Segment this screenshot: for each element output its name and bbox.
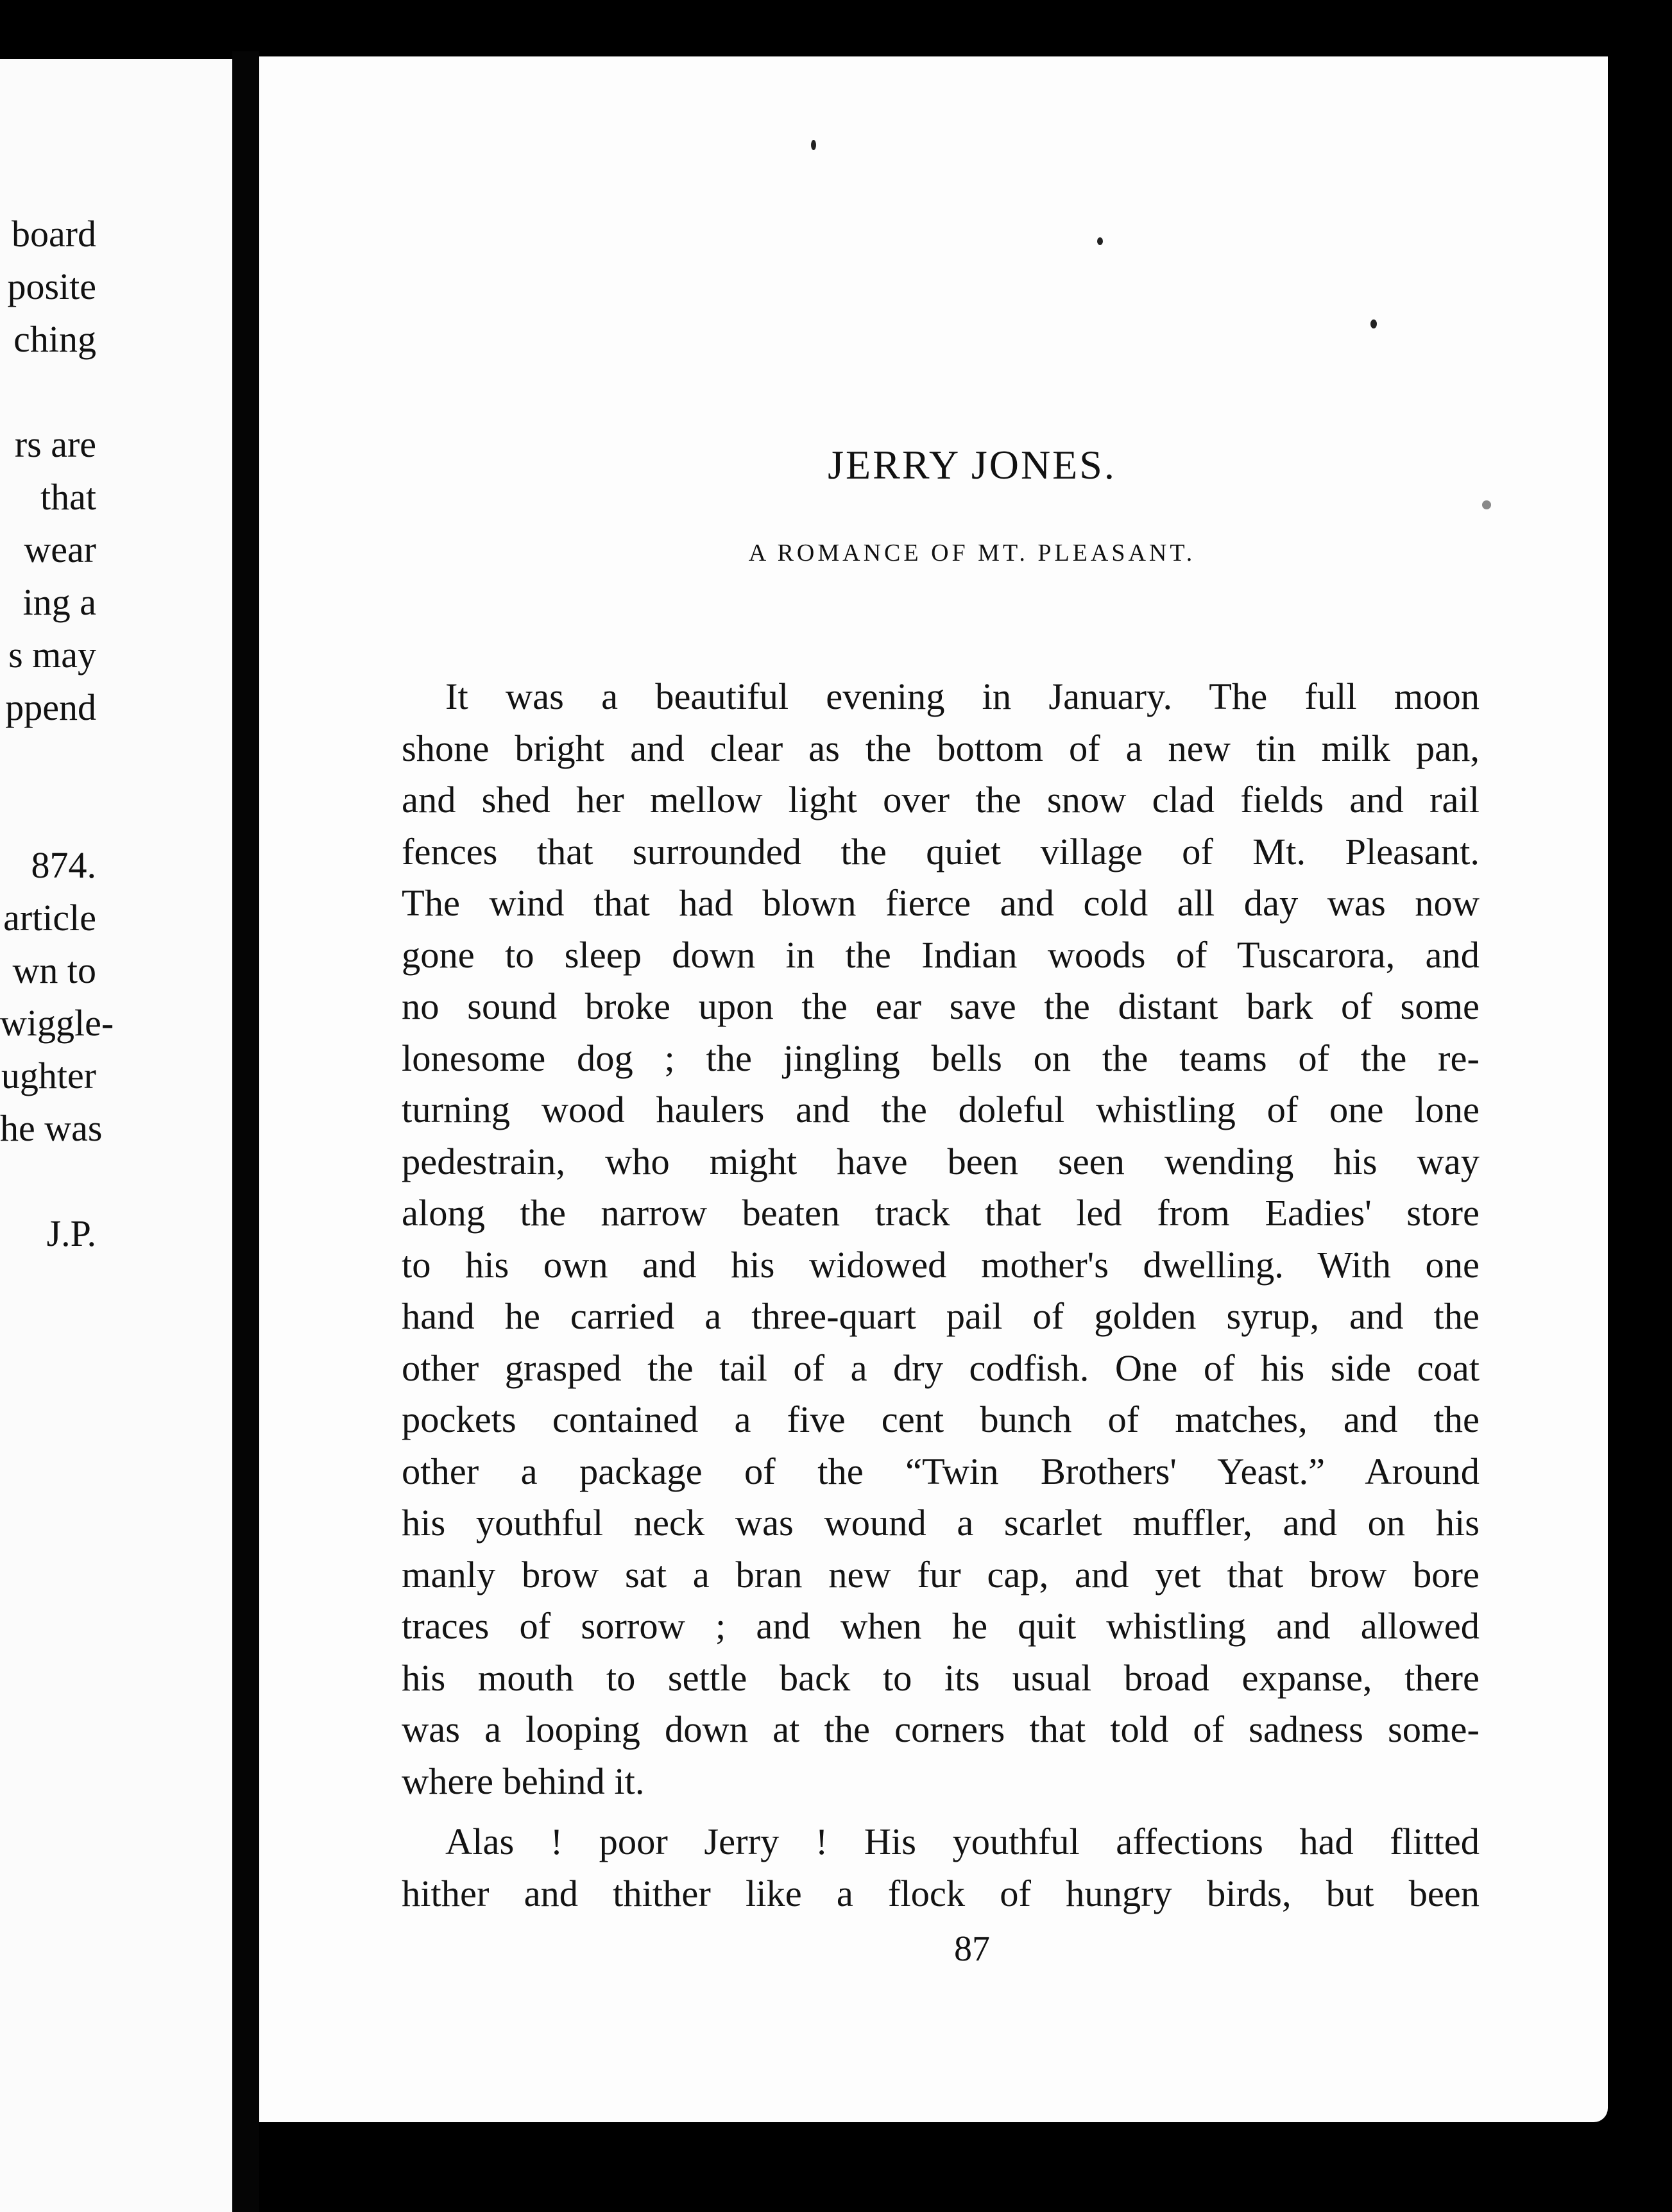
text-line: traces of sorrow ; and when he quit whistling and allowed xyxy=(402,1605,1480,1647)
previous-page-line: wn to xyxy=(12,949,96,991)
text-line: no sound broke upon the ear save the distant bark of some xyxy=(402,985,1480,1027)
previous-page-line: ppend xyxy=(5,686,96,728)
previous-page-line: rs are xyxy=(14,423,96,465)
previous-page-line: ughter xyxy=(1,1055,96,1096)
text-line: The wind that had blown fierce and cold all day was now xyxy=(402,882,1480,924)
previous-page-line: article xyxy=(3,897,96,939)
previous-page-line: s may xyxy=(8,634,96,676)
text-line: other grasped the tail of a dry codfish. One of his side coat xyxy=(402,1347,1480,1389)
previous-page-fragment xyxy=(0,59,232,2212)
text-line: other a package of the “Twin Brothers' Yeast.” Around xyxy=(402,1450,1480,1492)
previous-page-line: 874. xyxy=(31,844,96,886)
previous-page-line xyxy=(0,366,96,418)
text-line: shone bright and clear as the bottom of a new tin milk pan, xyxy=(402,727,1480,769)
paragraph xyxy=(402,1816,1480,1919)
text-line: hand he carried a three-quart pail of golden syrup, and the xyxy=(402,1295,1480,1337)
text-line: to his own and his widowed mother's dwelling. With one xyxy=(402,1243,1480,1286)
text-line: fences that surrounded the quiet village of Mt. Pleasant. xyxy=(402,830,1480,872)
text-line: and shed her mellow light over the snow clad fields and rail xyxy=(402,779,1480,821)
chapter-subtitle: A ROMANCE OF MT. PLEASANT. xyxy=(748,540,1196,566)
chapter-title: JERRY JONES. xyxy=(828,442,1116,488)
text-line: hither and thither like a flock of hungry birds, but been xyxy=(402,1872,1480,1914)
text-line: his youthful neck was wound a scarlet muffler, and on his xyxy=(402,1502,1480,1544)
text-line: where behind it. xyxy=(402,1760,645,1802)
text-line: was a looping down at the corners that told of sadness some- xyxy=(402,1708,1480,1750)
previous-page-line: he was xyxy=(0,1107,103,1149)
text-line: lonesome dog ; the jingling bells on the teams of the re- xyxy=(402,1037,1480,1079)
text-line: pockets contained a five cent bunch of matches, and the xyxy=(402,1399,1480,1440)
text-line: along the narrow beaten track that led from Eadies' store xyxy=(402,1192,1480,1234)
scan-speck xyxy=(1482,500,1491,509)
text-line: manly brow sat a bran new fur cap, and yet that brow bore xyxy=(402,1553,1480,1595)
book-page xyxy=(259,56,1608,2122)
text-line: his mouth to settle back to its usual broad expanse, there xyxy=(402,1656,1480,1699)
scan-speck xyxy=(811,140,816,150)
previous-page-line xyxy=(0,787,96,839)
text-line: turning wood haulers and the doleful whistling of one lone xyxy=(402,1089,1480,1130)
previous-page-line: J.P. xyxy=(46,1212,96,1254)
text-line: Alas ! poor Jerry ! His youthful affections had flitted xyxy=(445,1821,1480,1862)
previous-page-line: wear xyxy=(24,529,96,570)
paragraph-gap xyxy=(402,1807,1480,1816)
paragraph xyxy=(402,671,1480,1807)
previous-page-line: ching xyxy=(13,318,96,360)
previous-page-line: that xyxy=(40,476,96,518)
previous-page-line xyxy=(0,734,96,787)
previous-page-line: wiggle- xyxy=(0,1002,114,1044)
scan-speck xyxy=(1370,319,1377,328)
previous-page-line xyxy=(0,1155,96,1207)
text-line: It was a beautiful evening in January. The full moon xyxy=(445,676,1480,717)
previous-page-line: posite xyxy=(7,266,96,307)
text-line: pedestrain, who might have been seen wending his way xyxy=(402,1140,1480,1182)
body-text xyxy=(402,671,1480,1919)
text-line: gone to sleep down in the Indian woods of Tuscarora, and xyxy=(402,933,1480,976)
page-number: 87 xyxy=(954,1929,990,1969)
book-gutter xyxy=(232,51,259,2212)
scan-speck xyxy=(1097,237,1103,245)
previous-page-text xyxy=(0,208,114,1260)
previous-page-line: board xyxy=(11,213,96,255)
previous-page-line: ing a xyxy=(22,581,96,623)
